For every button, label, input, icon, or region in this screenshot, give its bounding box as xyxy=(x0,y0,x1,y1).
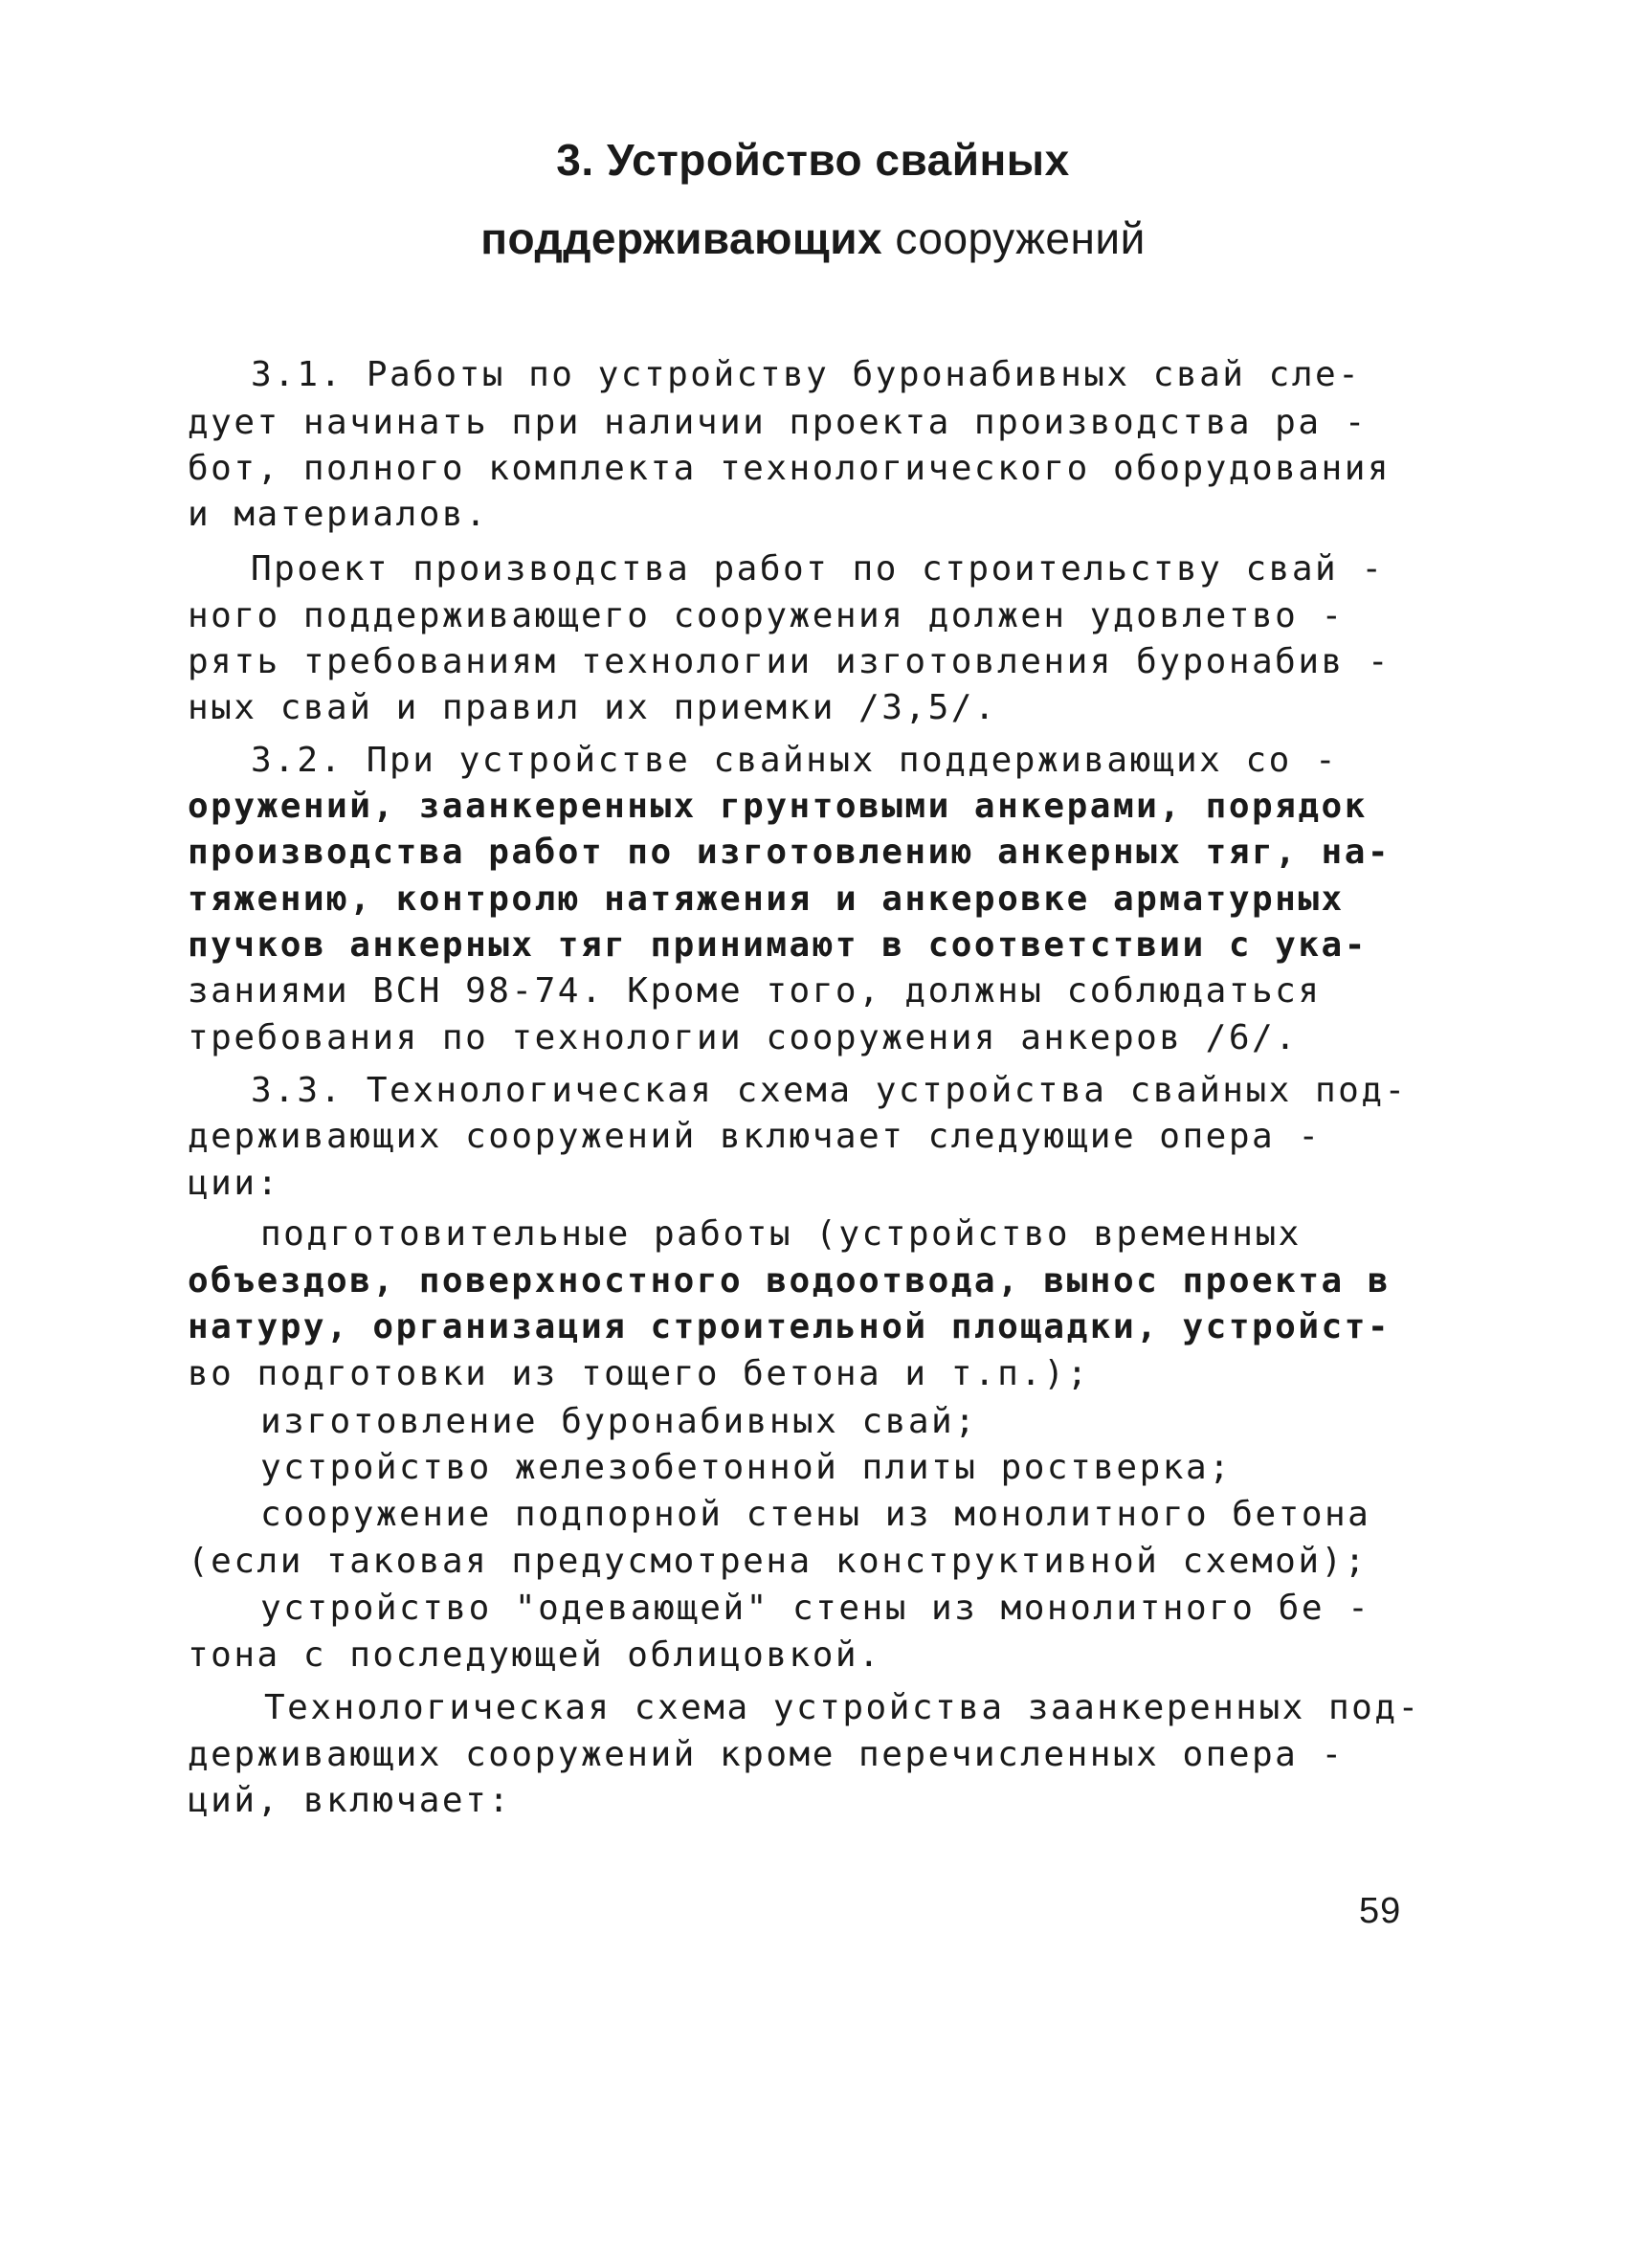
paragraph-3-3-line: держивающих сооружений включает следующие опера - xyxy=(188,1117,1322,1156)
paragraph-project-line: рять требованиям технологии изготовления буронабив - xyxy=(188,642,1392,681)
operations-list-item: устройство железобетонной плиты ростверка; xyxy=(260,1448,1233,1487)
section-title-bold-word: поддерживающих xyxy=(480,213,883,263)
paragraph-3-3-line: ции: xyxy=(188,1164,280,1203)
paragraph-3-2-line: 3.2. При устройстве свайных поддерживающих со - xyxy=(251,741,1339,780)
paragraph-3-1-line: и материалов. xyxy=(188,495,489,534)
operations-list-item: во подготовки из тощего бетона и т.п.); xyxy=(188,1354,1090,1393)
paragraph-project-line: ных свай и правил их приемки /3,5/. xyxy=(188,688,998,727)
section-title-line-1 xyxy=(0,134,1626,186)
paragraph-3-3-line: 3.3. Технологическая схема устройства свайных под- xyxy=(251,1071,1408,1110)
operations-list-item: устройство "одевающей" стены из монолитного бе - xyxy=(260,1589,1371,1628)
paragraph-3-2-line: тяжению, контролю натяжения и анкеровке арматурных xyxy=(188,879,1345,919)
operations-list-item: тона с последующей облицовкой. xyxy=(188,1635,882,1675)
page-number: 59 xyxy=(1359,1891,1402,1931)
paragraph-anchored-line: ций, включает: xyxy=(188,1781,512,1820)
paragraph-project-line: Проект производства работ по строительству свай - xyxy=(251,549,1385,589)
paragraph-3-2-line: заниями ВСН 98-74. Кроме того, должны соблюдаться xyxy=(188,971,1322,1011)
operations-list-item: подготовительные работы (устройство временных xyxy=(260,1214,1302,1254)
operations-list-item: объездов, поверхностного водоотвода, вынос проекта в xyxy=(188,1261,1392,1301)
section-title-text: 3. Устройство свайных xyxy=(556,135,1070,185)
paragraph-anchored-line: Технологическая схема устройства заанкеренных под- xyxy=(264,1688,1421,1727)
paragraph-3-1-line: 3.1. Работы по устройству буронабивных свай сле- xyxy=(251,355,1362,394)
paragraph-anchored-line: держивающих сооружений кроме перечисленных опера - xyxy=(188,1735,1345,1774)
paragraph-project-line: ного поддерживающего сооружения должен удовлетво - xyxy=(188,596,1345,635)
section-title-line-2 xyxy=(0,212,1626,264)
paragraph-3-2-line: оружений, заанкеренных грунтовыми анкерами, порядок xyxy=(188,787,1368,826)
operations-list-item: (если таковая предусмотрена конструктивной схемой); xyxy=(188,1542,1368,1581)
paragraph-3-2-line: требования по технологии сооружения анкеров /6/. xyxy=(188,1018,1299,1057)
operations-list-item: натуру, организация строительной площадки, устройст- xyxy=(188,1307,1392,1346)
paragraph-3-2-line: производства работ по изготовлению анкерных тяг, на- xyxy=(188,833,1392,872)
operations-list-item: изготовление буронабивных свай; xyxy=(260,1402,978,1441)
paragraph-3-2-line: пучков анкерных тяг принимают в соответствии с ука- xyxy=(188,925,1368,965)
paragraph-3-1-line: дует начинать при наличии проекта производства ра - xyxy=(188,403,1368,442)
operations-list-item: сооружение подпорной стены из монолитного бетона xyxy=(260,1495,1371,1534)
section-title-light-word: сооружений xyxy=(895,213,1146,263)
paragraph-3-1-line: бот, полного комплекта технологического оборудования xyxy=(188,449,1392,488)
